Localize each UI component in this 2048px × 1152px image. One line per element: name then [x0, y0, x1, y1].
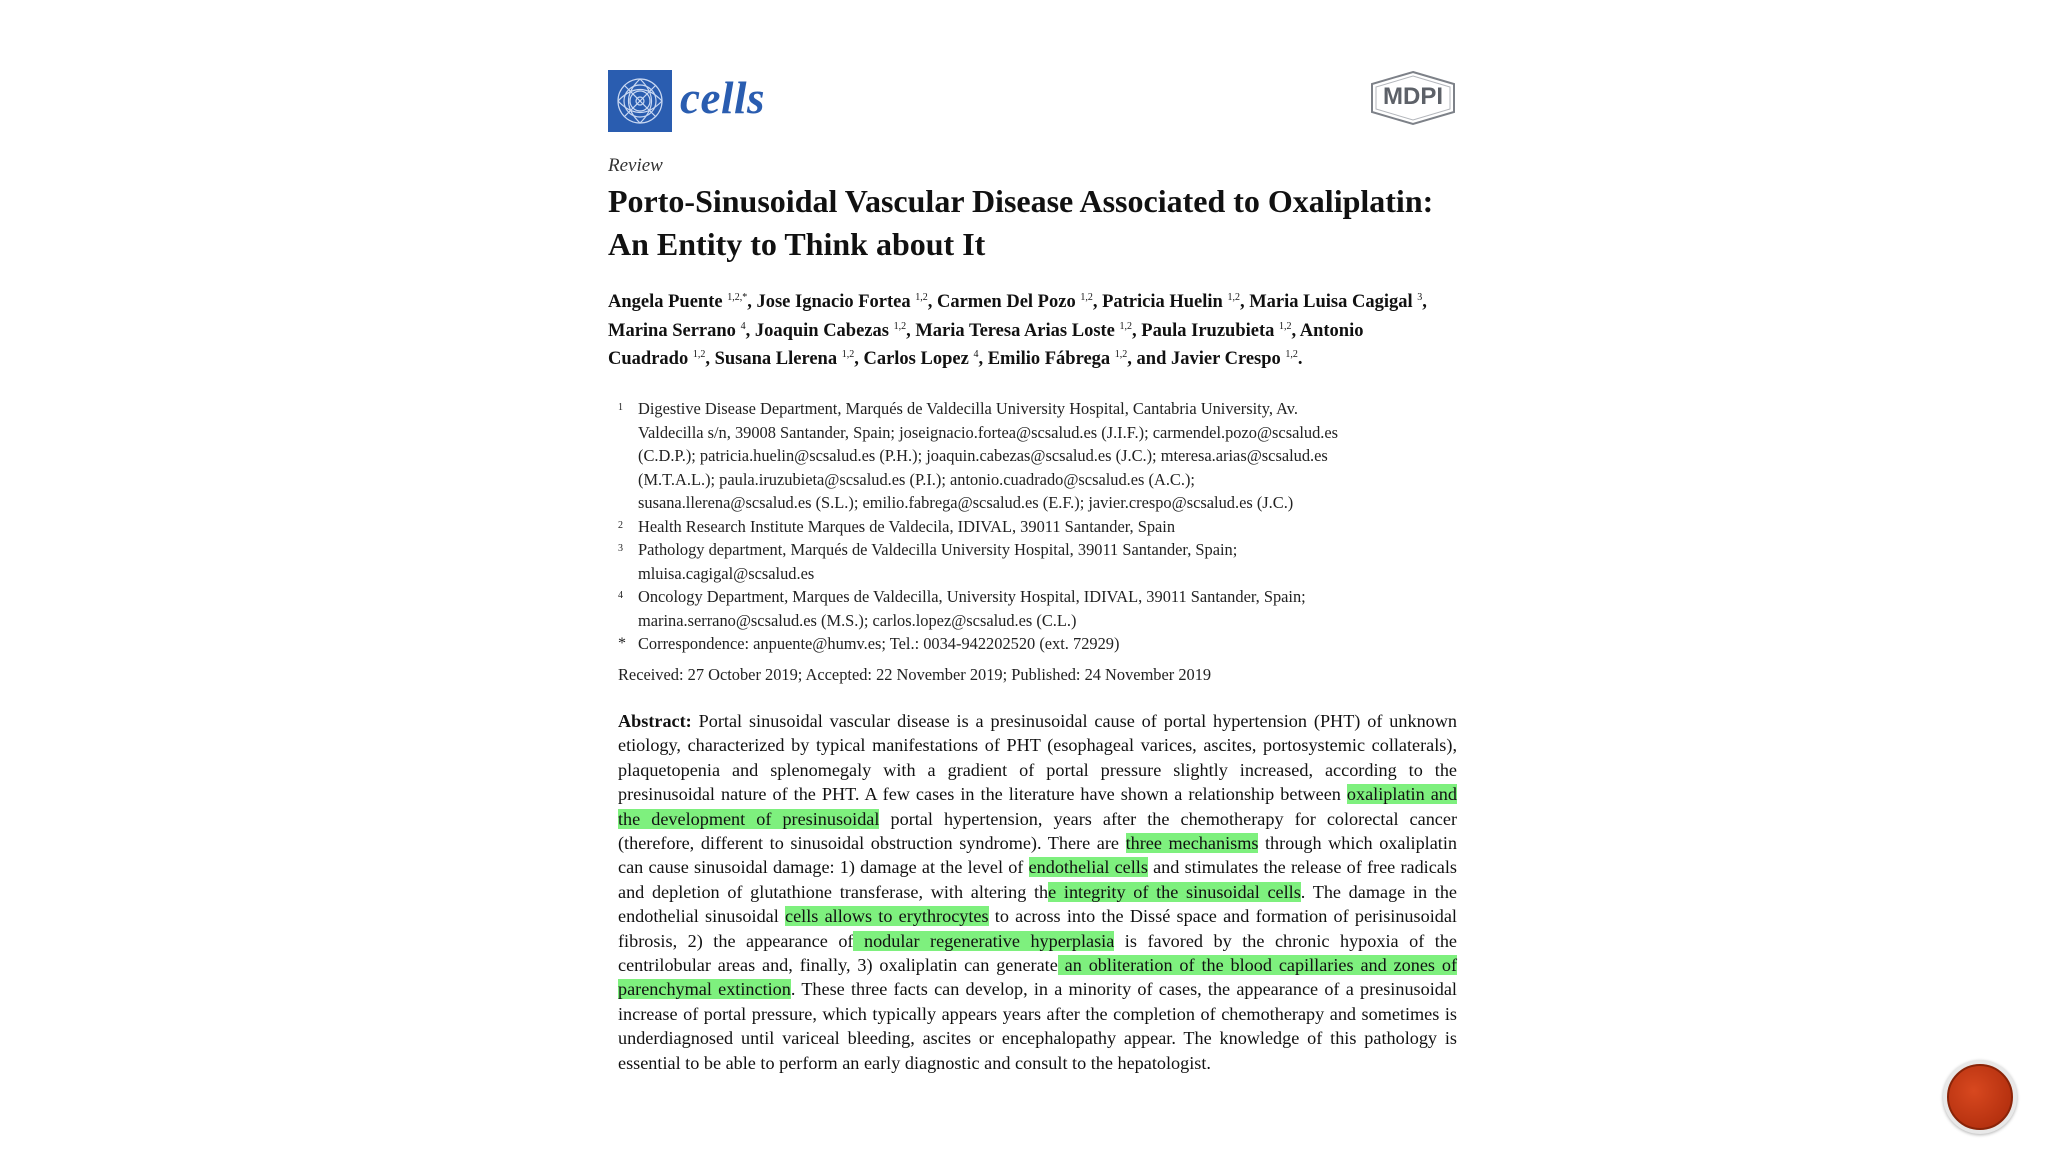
author-affiliation-marker: 4 [740, 320, 746, 332]
publication-dates: Received: 27 October 2019; Accepted: 22 November 2019; Published: 24 November 2019 [618, 665, 1212, 684]
highlighted-text: nodular regenerative hyperplasia [853, 930, 1115, 951]
author-name: Maria Luisa Cagigal [1249, 292, 1413, 313]
affiliation-item [618, 585, 1468, 632]
highlighted-text: endothelial cells [1028, 857, 1148, 878]
author-affiliation-marker: 1,2 [841, 349, 855, 361]
author-affiliation-marker: 1,2 [692, 349, 706, 361]
abstract-text: through which oxaliplatin can cause sinusoidal damage: 1) damage at the level of [618, 833, 1457, 878]
abstract [618, 709, 1457, 1075]
affiliation-line: Digestive Disease Department, Marqués de Valdecilla University Hospital, Cantabria University, Av. [638, 399, 1299, 418]
author-name: Susana Llerena [714, 349, 838, 370]
abstract-text: . These three facts can develop, in a minority of cases, the appearance of a presinusoidal increase of portal pressure, which typically appears years after the completion of chemotherapy and sometimes is underdiagnosed until variceal bleeding, ascites or encephalopathy appear. The knowledge of this pathology is essential to be able to perform an early diagnostic and consult to the hepatologist. [618, 979, 1457, 1073]
affiliations [618, 397, 1468, 656]
affiliation-item [618, 632, 1468, 656]
abstract-text: . The damage in the endothelial sinusoidal [618, 881, 1457, 927]
mdpi-logo-icon [1370, 70, 1456, 126]
article-title: Porto-Sinusoidal Vascular Disease Associated to Oxaliplatin: An Entity to Think about It [608, 183, 1434, 262]
author-name: Javier Crespo [1171, 349, 1281, 370]
cells-logo-icon [608, 70, 672, 132]
journal-name: cells [680, 73, 765, 123]
abstract-text: Portal sinusoidal vascular disease is a presinusoidal cause of portal hypertension (PHT) of unknown etiology, characterized by typical manifestations of PHT (esophageal varices, ascites, portosystemic collaterals), plaquetopenia and splenomegaly with a gradient of portal pressure slightly increased, according to the presinusoidal nature of the PHT. A few cases in the literature have shown a relationship between [618, 711, 1457, 805]
author-name: Antonio Cuadrado [608, 320, 1364, 370]
affiliation-line: Correspondence: anpuente@humv.es; Tel.: 0034-942202520 (ext. 72929) [638, 634, 1120, 653]
abstract-label: Abstract: [618, 711, 692, 731]
author-affiliation-marker: 3 [1417, 292, 1423, 303]
author-name: Jose Ignacio Fortea [756, 292, 911, 313]
author-list: Angela Puente $^{1,2,*}$, Jose Ignacio Fortea $^{1,2}$, Carmen Del Pozo $^{1,2}$, Patricia Huelin $^{1,2}$, Maria Luisa Cagigal $^3$, Marina Serrano $^4$, Joaquin Cabezas $^{1,2}$, Maria Teresa Arias Loste $^{1,2}$, Paula Iruzubieta $^{1,2}$, Antonio Cuadrado $^{1,2}$, Susana Llerena $^{1,2}$, Carlos Lopez $^4$, Emilio Fábrega $^{1,2}$, and Javier Crespo $^{1,2}$. [608, 292, 1427, 370]
affiliation-line: Valdecilla s/n, 39008 Santander, Spain; joseignacio.fortea@scsalud.es (J.I.F.); carmendel.pozo@scsalud.es [638, 422, 1339, 442]
highlighted-text: oxaliplatin and the development of presinusoidal [618, 784, 1457, 829]
highlighted-text: three mechanisms [1125, 833, 1259, 854]
author-name: Carmen Del Pozo [936, 292, 1076, 313]
author-name: Carlos Lopez [863, 349, 969, 370]
author-name: Emilio Fábrega [987, 349, 1111, 370]
affiliation-marker: 4 [618, 590, 623, 601]
affiliation-line: marina.serrano@scsalud.es (M.S.); carlos.lopez@scsalud.es (C.L.) [638, 610, 1077, 630]
highlighted-text: cells allows to erythrocytes [785, 906, 989, 927]
affiliation-marker: 3 [618, 543, 623, 554]
author-connector: and [1136, 349, 1167, 370]
affiliation-marker: 1 [618, 402, 623, 413]
record-button[interactable] [1943, 1060, 2017, 1134]
author-affiliation-marker: 4 [973, 349, 979, 361]
author-affiliation-marker: 1,2 [1114, 349, 1128, 361]
author-affiliation-marker: 1,2 [915, 292, 928, 303]
affiliation-marker: 2 [618, 519, 623, 531]
affiliation-item [618, 538, 1468, 585]
abstract-text: to across into the Dissé space and formation of perisinusoidal fibrosis, 2) the appearance of [618, 906, 1457, 951]
author-affiliation-marker: 1,2 [1119, 320, 1133, 332]
affiliation-line: susana.llerena@scsalud.es (S.L.); emilio.fabrega@scsalud.es (E.F.); javier.crespo@scsalud.es (J.C.) [638, 493, 1294, 512]
abstract-text: is favored by the chronic hypoxia of the centrilobular areas and, finally, 3) oxaliplatin can generate [618, 930, 1457, 976]
affiliation-line: Health Research Institute Marques de Valdecila, IDIVAL, 39011 Santander, Spain [638, 516, 1176, 536]
article-type: Review [608, 155, 663, 176]
highlighted-text: an obliteration of the blood capillaries and zones of parenchymal extinction [618, 955, 1458, 1000]
affiliation-line: mluisa.cagigal@scsalud.es [638, 563, 815, 583]
author-name: Maria Teresa Arias Loste [915, 320, 1115, 341]
author-affiliation-marker: 1,2 [1279, 320, 1292, 332]
author-affiliation-marker: 1,2 [1285, 349, 1298, 361]
author-name: Angela Puente [608, 292, 723, 313]
author-affiliation-marker: 1,2 [1227, 292, 1240, 303]
publisher-name: MDPI [1383, 83, 1443, 110]
affiliation-item [618, 397, 1468, 515]
record-icon [1947, 1064, 2013, 1130]
abstract-text: portal hypertension, years after the chemotherapy for colorectal cancer (therefore, different to sinusoidal obstruction syndrome). There are [618, 808, 1458, 854]
author-affiliation-marker: 1,2 [1080, 292, 1093, 303]
affiliation-line: Oncology Department, Marques de Valdecilla, University Hospital, IDIVAL, 39011 Santander, Spain; [638, 587, 1306, 606]
abstract-text: and stimulates the release of free radicals and depletion of glutathione transferase, with altering th [618, 857, 1457, 902]
affiliation-line: (C.D.P.); patricia.huelin@scsalud.es (P.H.); joaquin.cabezas@scsalud.es (J.C.); mteresa.arias@scsalud.es [638, 446, 1328, 465]
affiliation-line: Pathology department, Marqués de Valdecilla University Hospital, 39011 Santander, Spain; [638, 540, 1238, 559]
author-name: Patricia Huelin [1102, 292, 1223, 313]
author-name: Paula Iruzubieta [1141, 320, 1275, 341]
highlighted-text: e integrity of the sinusoidal cells [1048, 881, 1301, 902]
author-name: Marina Serrano [608, 320, 736, 341]
affiliation-item [618, 515, 1468, 539]
author-affiliation-marker: 1,2,* [727, 292, 748, 303]
author-name: Joaquin Cabezas [754, 320, 889, 341]
affiliation-marker: * [618, 635, 626, 652]
affiliation-line: (M.T.A.L.); paula.iruzubieta@scsalud.es (P.I.); antonio.cuadrado@scsalud.es (A.C.); [638, 469, 1195, 489]
author-affiliation-marker: 1,2 [893, 320, 907, 332]
